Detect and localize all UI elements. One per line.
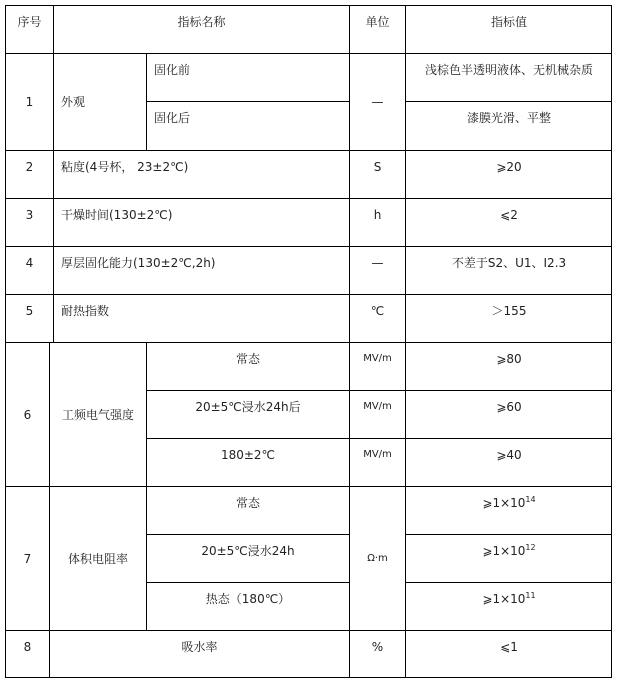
table-bottom-border — [5, 677, 612, 678]
row6-name: 工频电气强度 — [49, 342, 146, 486]
row4-name: 厚层固化能力(130±2℃,2h) — [53, 246, 349, 294]
row8-name: 吸水率 — [49, 630, 349, 678]
row5-name: 耐热指数 — [53, 294, 349, 342]
table-right-border — [611, 5, 612, 678]
row2-value: ⩾20 — [405, 150, 612, 198]
row6-sub3: 180±2℃ — [146, 438, 349, 486]
header-unit: 单位 — [349, 5, 405, 53]
row7-sub3-value-base: ⩾1×10 — [482, 592, 526, 606]
row7-sub3-value — [405, 582, 612, 630]
row5-value: ＞155 — [405, 294, 612, 342]
row7-sub1-value — [405, 486, 612, 534]
row1-sub2: 固化后 — [146, 101, 349, 150]
row1-name: 外观 — [53, 53, 146, 150]
row4-value: 不差于S2、U1、I2.3 — [405, 246, 612, 294]
header-seq: 序号 — [5, 5, 53, 53]
row6-sub2-value: ⩾60 — [405, 390, 612, 438]
row5-unit: ℃ — [349, 294, 405, 342]
spec-table — [5, 5, 612, 678]
row7-sub2-value-exp: 12 — [525, 543, 536, 552]
row7-sub2: 20±5℃浸水24h — [146, 534, 349, 582]
row6-sub1-value: ⩾80 — [405, 342, 612, 390]
row7-sub3: 热态（180℃） — [146, 582, 349, 630]
row8-seq: 8 — [5, 630, 49, 678]
header-name: 指标名称 — [53, 5, 349, 53]
row3-value: ⩽2 — [405, 198, 612, 246]
row7-unit: Ω·m — [349, 486, 405, 630]
row3-name: 干燥时间(130±2℃) — [53, 198, 349, 246]
row2-unit: S — [349, 150, 405, 198]
row8-value: ⩽1 — [405, 630, 612, 678]
header-value: 指标值 — [405, 5, 612, 53]
row7-name: 体积电阻率 — [49, 486, 146, 630]
row7-seq: 7 — [5, 486, 49, 630]
row6-sub3-unit: MV/m — [349, 438, 405, 486]
row1-sub1: 固化前 — [146, 53, 349, 101]
row7-sub1: 常态 — [146, 486, 349, 534]
row7-sub2-value-base: ⩾1×10 — [482, 544, 526, 558]
row5-seq: 5 — [5, 294, 53, 342]
row3-unit: h — [349, 198, 405, 246]
row1-unit: — — [349, 53, 405, 150]
row1-sub1-value: 浅棕色半透明液体、无机械杂质 — [405, 53, 612, 101]
row7-sub1-value-exp: 14 — [525, 495, 536, 504]
row4-seq: 4 — [5, 246, 53, 294]
row6-sub2: 20±5℃浸水24h后 — [146, 390, 349, 438]
row6-sub1: 常态 — [146, 342, 349, 390]
row6-sub1-unit: MV/m — [349, 342, 405, 390]
row1-sub2-value: 漆膜光滑、平整 — [405, 101, 612, 150]
row4-unit: — — [349, 246, 405, 294]
row6-sub3-value: ⩾40 — [405, 438, 612, 486]
row8-unit: % — [349, 630, 405, 678]
row7-sub3-value-exp: 11 — [525, 591, 536, 600]
row1-seq: 1 — [5, 53, 53, 150]
row6-sub2-unit: MV/m — [349, 390, 405, 438]
row6-seq: 6 — [5, 342, 49, 486]
row2-name: 粘度(4号杯， 23±2℃) — [53, 150, 349, 198]
row7-sub1-value-base: ⩾1×10 — [482, 496, 526, 510]
row3-seq: 3 — [5, 198, 53, 246]
row7-sub2-value — [405, 534, 612, 582]
row2-seq: 2 — [5, 150, 53, 198]
